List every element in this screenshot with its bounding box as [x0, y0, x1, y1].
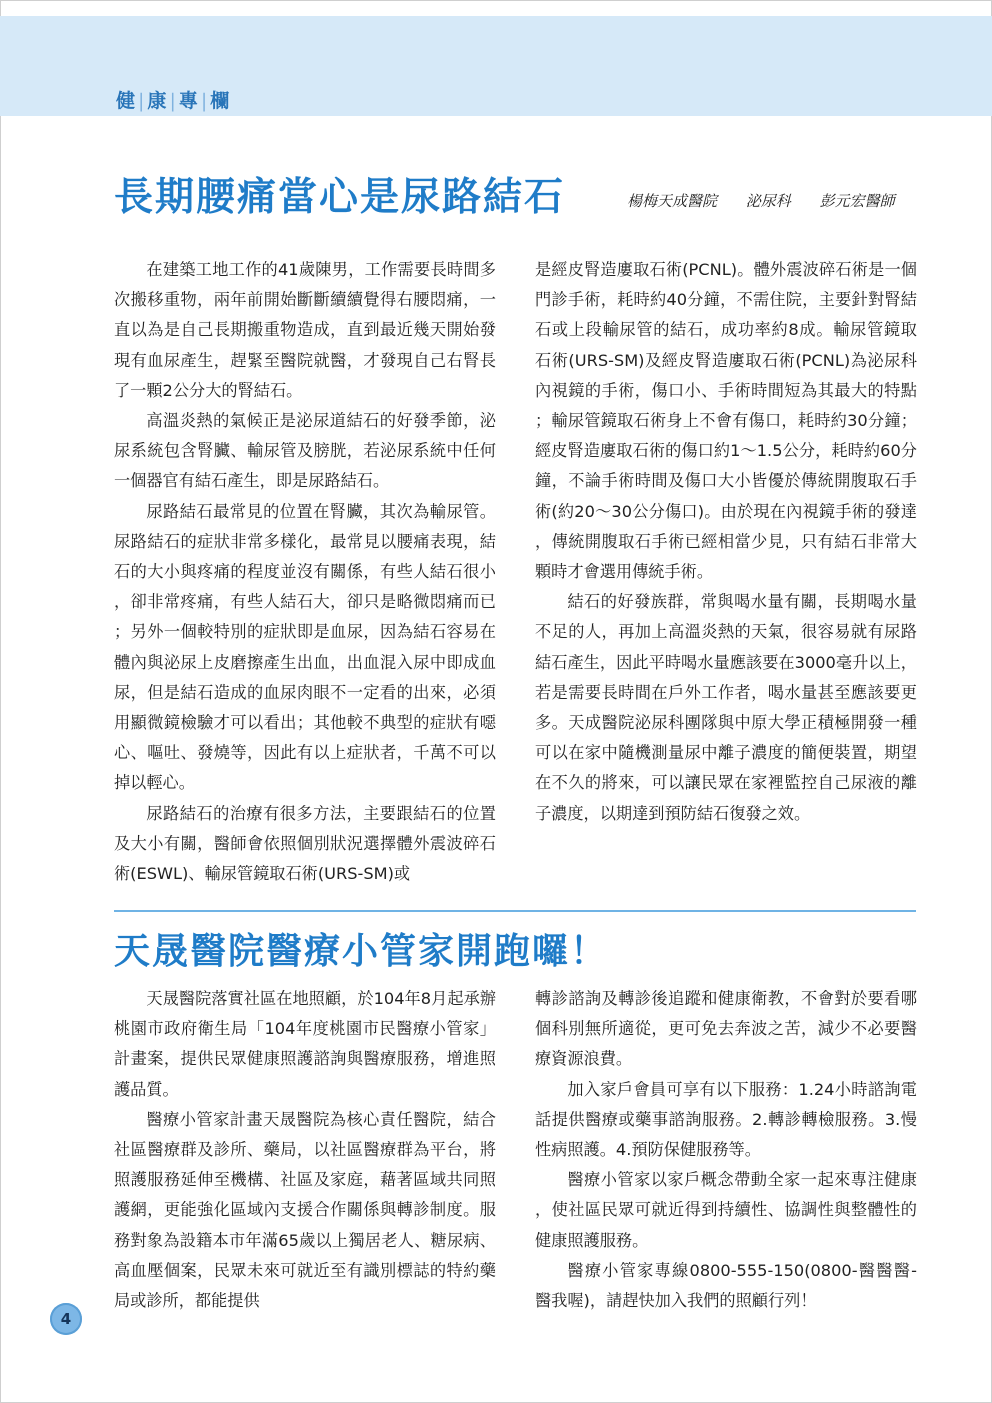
- paragraph: 天晟醫院落實社區在地照顧，於104年8月起承辦桃園市政府衛生局「104年度桃園市民醫療小管家」計畫案，提供民眾健康照護諮詢與醫療服務，增進照護品質。: [114, 989, 496, 1099]
- article2-left-column: [114, 984, 496, 1316]
- article-byline: [627, 190, 895, 211]
- paragraph: 尿路結石最常見的位置在腎臟，其次為輸尿管。尿路結石的症狀非常多樣化，最常見以腰痛表現，結石的大小與疼痛的程度並沒有關係，有些人結石很小，卻非常疼痛，有些人結石大，卻只是略微悶痛而已；另外一個較特別的症狀即是血尿，因為結石容易在體內與泌尿上皮磨擦產生出血，出血混入尿中即成血尿，但是結石造成的血尿肉眼不一定看的出來，必須用顯微鏡檢驗才可以看出；其他較不典型的症狀有噁心、嘔吐、發燒等，因此有以上症狀者，千萬不可以掉以輕心。: [114, 501, 496, 793]
- byline-department: 泌尿科: [745, 192, 791, 210]
- article-title: 天晟醫院醫療小管家開跑囉！: [114, 931, 609, 972]
- article1-right-column: [535, 255, 917, 829]
- paragraph: 醫療小管家計畫天晟醫院為核心責任醫院，結合社區醫療群及診所、藥局，以社區醫療群為平台，將照護服務延伸至機構、社區及家庭，藉著區域共同照護網，更能強化區域內支援合作關係與轉診制度。服務對象為設籍本市年滿65歲以上獨居老人、糖尿病、高血壓個案，民眾未來可就近至有識別標誌的特約藥局或診所，都能提供: [114, 1109, 496, 1311]
- paragraph: 醫療小管家專線0800-555-150(0800-醫醫醫-醫我喔)，請趕快加入我們的照顧行列！: [535, 1260, 917, 1311]
- article1-left-column: [114, 255, 496, 889]
- byline-hospital: 楊梅天成醫院: [627, 192, 718, 210]
- page-number-badge: 4: [50, 1303, 82, 1335]
- paragraph: 加入家戶會員可享有以下服務：1.24小時諮詢電話提供醫療或藥事諮詢服務。2.轉診轉檢服務。3.慢性病照護。4.預防保健服務等。: [535, 1079, 917, 1160]
- article2-right-column: [535, 984, 917, 1316]
- paragraph: 是經皮腎造廔取石術(PCNL)。體外震波碎石術是一個門診手術，耗時約40分鐘，不需住院，主要針對腎結石或上段輸尿管的結石，成功率約8成。輸尿管鏡取石術(URS-SM)及經皮腎造廔取石術(PCNL)為泌尿科內視鏡的手術，傷口小、手術時間短為其最大的特點；輸尿管鏡取石術身上不會有傷口，耗時約30分鐘；經皮腎造廔取石術的傷口約1～1.5公分，耗時約60分鐘，不論手術時間及傷口大小皆優於傳統開腹取石手術(約20～30公分傷口)。由於現在內視鏡手術的發達，傳統開腹取石手術已經相當少見，只有結石非常大顆時才會選用傳統手術。: [535, 260, 917, 582]
- paragraph: 轉診諮詢及轉診後追蹤和健康衛教，不會對於要看哪個科別無所適從，更可免去奔波之苦，減少不必要醫療資源浪費。: [535, 989, 917, 1069]
- paragraph: 醫療小管家以家戶概念帶動全家一起來專注健康，使社區民眾可就近得到持續性、協調性與整體性的健康照護服務。: [535, 1170, 917, 1250]
- paragraph: 結石的好發族群，常與喝水量有關，長期喝水量不足的人，再加上高溫炎熱的天氣，很容易就有尿路結石產生，因此平時喝水量應該要在3000毫升以上，若是需要長時間在戶外工作者，喝水量甚至應該要更多。天成醫院泌尿科團隊與中原大學正積極開發一種可以在家中隨機測量尿中離子濃度的簡便裝置，期望在不久的將來，可以讓民眾在家裡監控自己尿液的離子濃度，以期達到預防結石復發之效。: [535, 592, 917, 823]
- article-title: 長期腰痛當心是尿路結石: [114, 175, 566, 220]
- paragraph: 尿路結石的治療有很多方法，主要跟結石的位置及大小有關，醫師會依照個別狀況選擇體外震波碎石術(ESWL)、輸尿管鏡取石術(URS-SM)或: [114, 803, 496, 884]
- paragraph: 在建築工地工作的41歲陳男，工作需要長時間多次搬移重物，兩年前開始斷斷續續覺得右腰悶痛，一直以為是自己長期搬重物造成，直到最近幾天開始發現有血尿產生，趕緊至醫院就醫，才發現自己右腎長了一顆2公分大的腎結石。: [114, 260, 496, 400]
- paragraph: 高溫炎熱的氣候正是泌尿道結石的好發季節，泌尿系統包含腎臟、輸尿管及膀胱，若泌尿系統中任何一個器官有結石產生，即是尿路結石。: [114, 411, 496, 491]
- section-label: 健|康|專|欄: [116, 90, 232, 112]
- byline-author: 彭元宏醫師: [819, 192, 895, 210]
- section-divider: [114, 910, 916, 912]
